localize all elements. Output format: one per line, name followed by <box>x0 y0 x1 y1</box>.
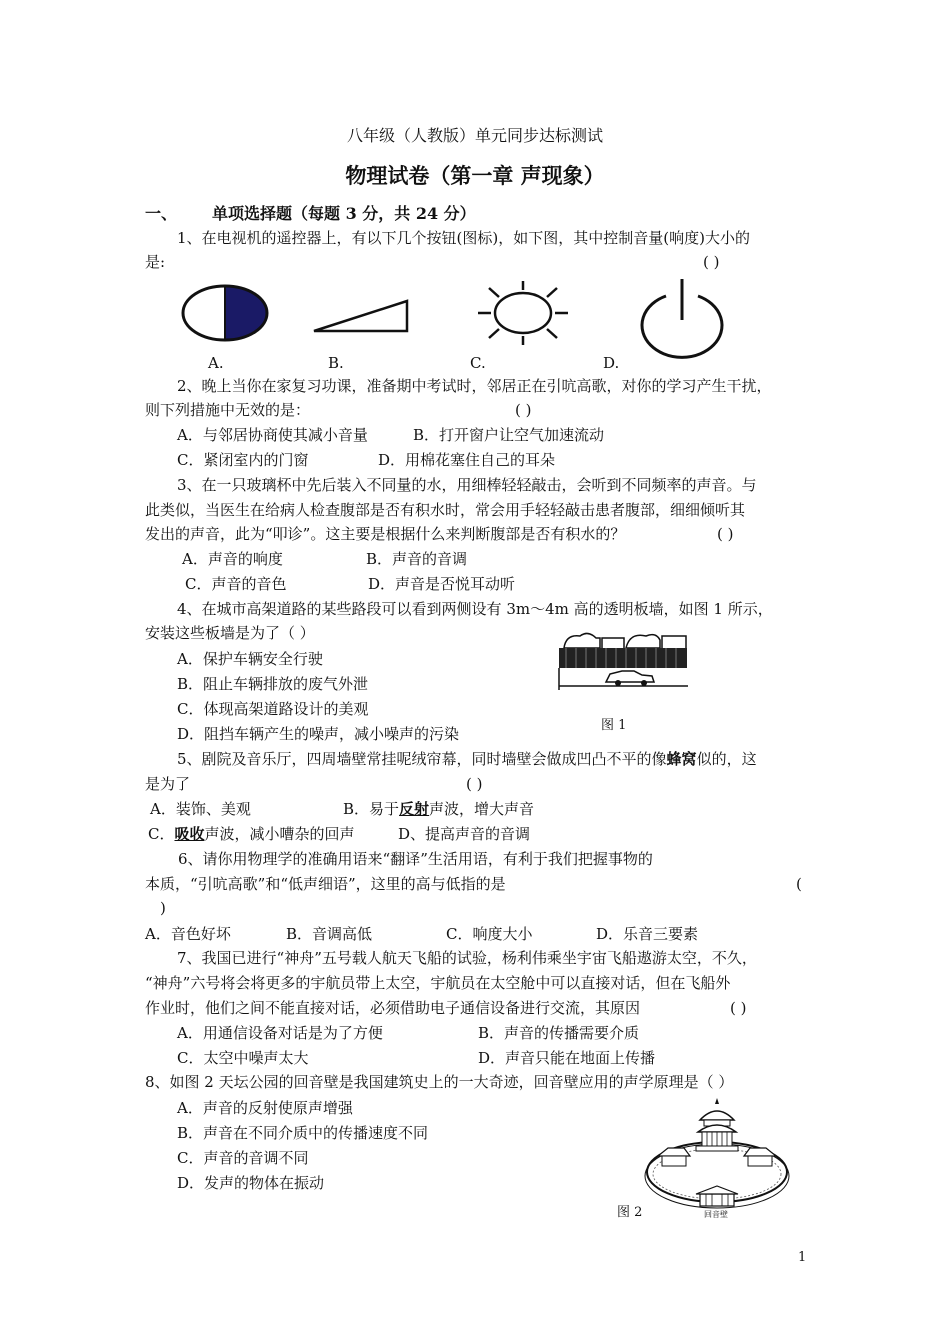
q3-option-d: D．声音是否悦耳动听 <box>368 575 516 593</box>
q2-option-c: C．紧闭室内的门窗 <box>177 451 309 469</box>
q1-label-d: D. <box>603 354 620 372</box>
q7-text-line1: 7、我国已进行“神舟”五号载人航天飞船的试验，杨利伟乘坐宇宙飞船遨游太空，不久， <box>177 949 757 967</box>
q6-text-line2: 本质，“引吭高歌”和“低声细语”，这里的高与低指的是 <box>145 875 506 893</box>
q3-text-line2: 此类似，当医生在给病人检查腹部是否有积水时，常会用手轻轻敲击患者腹部，细细倾听其 <box>145 501 746 519</box>
q4-text-line1: 4、在城市高架道路的某些路段可以看到两侧设有 3m～4m 高的透明板墙，如图 1 所示， <box>177 600 773 618</box>
q6-option-b: B．音调高低 <box>286 925 373 943</box>
echo-wall-figure-label: 回音壁 <box>704 1210 728 1219</box>
q6-paren-close: ) <box>160 899 166 917</box>
q6-text-line1: 6、请你用物理学的准确用语来“翻译”生活用语，有利于我们把握事物的 <box>178 850 653 868</box>
q2-text-line2: 则下列措施中无效的是： <box>145 401 311 419</box>
q8-option-a: A．声音的反射使原声增强 <box>177 1099 353 1117</box>
q5-keyword-reflect: 反射 <box>399 800 430 818</box>
q5-option-c-part: 声波，减小嘈杂的回声 <box>204 825 355 843</box>
half-filled-ellipse-icon <box>180 284 270 344</box>
exam-title: 物理试卷（第一章 声现象） <box>345 163 605 188</box>
q3-text-line3: 发出的声音，此为“叩诊”。这主要是根据什么来判断腹部是否有积水的？ <box>145 525 626 543</box>
q5-keyword-honeycomb: 蜂窝 <box>666 750 697 768</box>
q7-option-d: D．声音只能在地面上传播 <box>478 1049 656 1067</box>
page-number: 1 <box>798 1250 807 1265</box>
q8-option-c: C．声音的音调不同 <box>177 1149 309 1167</box>
q7-answer-paren: ( ) <box>730 999 747 1017</box>
q5-answer-paren: ( ) <box>466 775 483 793</box>
q7-option-b: B．声音的传播需要介质 <box>478 1024 640 1042</box>
q4-text-line2: 安装这些板墙是为了（ ） <box>145 624 315 642</box>
q5-option-b <box>343 797 534 821</box>
q2-option-d: D．用棉花塞住自己的耳朵 <box>378 451 556 469</box>
q5-text-line2: 是为了 <box>145 775 191 793</box>
q1-answer-paren: ( ) <box>703 253 720 271</box>
q1-label-a: A. <box>208 354 224 372</box>
q1-label-b: B. <box>328 354 344 372</box>
q6-paren-open: ( <box>796 875 802 893</box>
q6-option-d: D．乐音三要素 <box>596 925 699 943</box>
q4-option-d: D．阻挡车辆产生的噪声，减小噪声的污染 <box>177 725 460 743</box>
q6-option-c: C．响度大小 <box>446 925 533 943</box>
q5-option-b-part: B．易于 <box>343 800 400 818</box>
highway-noise-barrier-figure <box>556 628 692 694</box>
section-title: 单项选择题（每题 3 分，共 24 分） <box>212 204 476 223</box>
q3-option-b: B．声音的音调 <box>366 550 468 568</box>
q7-option-c: C．太空中噪声太大 <box>177 1049 309 1067</box>
figure-1-caption: 图 1 <box>601 718 627 733</box>
q6-option-a: A．音色好坏 <box>145 925 231 943</box>
q2-answer-paren: ( ) <box>515 401 532 419</box>
q3-text-line1: 3、在一只玻璃杯中先后装入不同量的水，用细棒轻轻敲击，会听到不同频率的声音。与 <box>177 476 757 494</box>
q7-text-line3: 作业时，他们之间不能直接对话，必须借助电子通信设备进行交流，其原因 <box>145 999 641 1017</box>
q5-option-b-part: 声波，增大声音 <box>429 800 535 818</box>
q5-option-a: A．装饰、美观 <box>150 800 251 818</box>
echo-wall-figure <box>640 1094 795 1222</box>
q2-option-a: A．与邻居协商使其减小音量 <box>177 426 368 444</box>
power-icon <box>636 276 728 348</box>
q4-option-a: A．保护车辆安全行驶 <box>177 650 323 668</box>
q5-option-d: D、提高声音的音调 <box>398 825 531 843</box>
q3-option-c: C．声音的音色 <box>185 575 287 593</box>
q5-option-c-part: C． <box>148 825 175 843</box>
q7-text-line2: “神舟”六号将会将更多的宇航员带上太空，宇航员在太空舱中可以直接对话，但在飞船外 <box>145 974 731 992</box>
q3-answer-paren: ( ) <box>717 525 734 543</box>
section-number: 一、 <box>145 204 178 223</box>
q3-option-a: A．声音的响度 <box>182 550 283 568</box>
q2-text-line1: 2、晚上当你在家复习功课，准备期中考试时，邻居正在引吭高歌，对你的学习产生干扰， <box>177 377 772 395</box>
figure-2-caption: 图 2 <box>617 1205 643 1220</box>
q1-text-line2: 是: <box>145 253 166 271</box>
q7-option-a: A．用通信设备对话是为了方便 <box>177 1024 383 1042</box>
q4-option-b: B．阻止车辆排放的废气外泄 <box>177 675 369 693</box>
q5-text-line1 <box>177 747 757 771</box>
q1-text-line1: 1、在电视机的遥控器上，有以下几个按钮(图标)，如下图，其中控制音量(响度)大小的 <box>177 229 750 247</box>
q5-text-part: 似的，这 <box>696 750 757 768</box>
q8-option-d: D．发声的物体在振动 <box>177 1174 325 1192</box>
exam-subtitle: 八年级（人教版）单元同步达标测试 <box>346 126 603 145</box>
q5-option-c <box>148 822 355 846</box>
q8-option-b: B．声音在不同介质中的传播速度不同 <box>177 1124 429 1142</box>
q5-text-part: 5、剧院及音乐厅，四周墙壁常挂呢绒帘幕，同时墙壁会做成凹凸不平的像 <box>177 750 667 768</box>
q1-label-c: C. <box>470 354 486 372</box>
volume-wedge-icon <box>312 298 412 334</box>
brightness-sun-icon <box>475 278 571 348</box>
q8-text-line1: 8、如图 2 天坛公园的回音壁是我国建筑史上的一大奇迹，回音壁应用的声学原理是（ ） <box>145 1073 734 1091</box>
q2-option-b: B．打开窗户让空气加速流动 <box>413 426 605 444</box>
q5-keyword-absorb: 吸收 <box>174 825 205 843</box>
q4-option-c: C．体现高架道路设计的美观 <box>177 700 369 718</box>
